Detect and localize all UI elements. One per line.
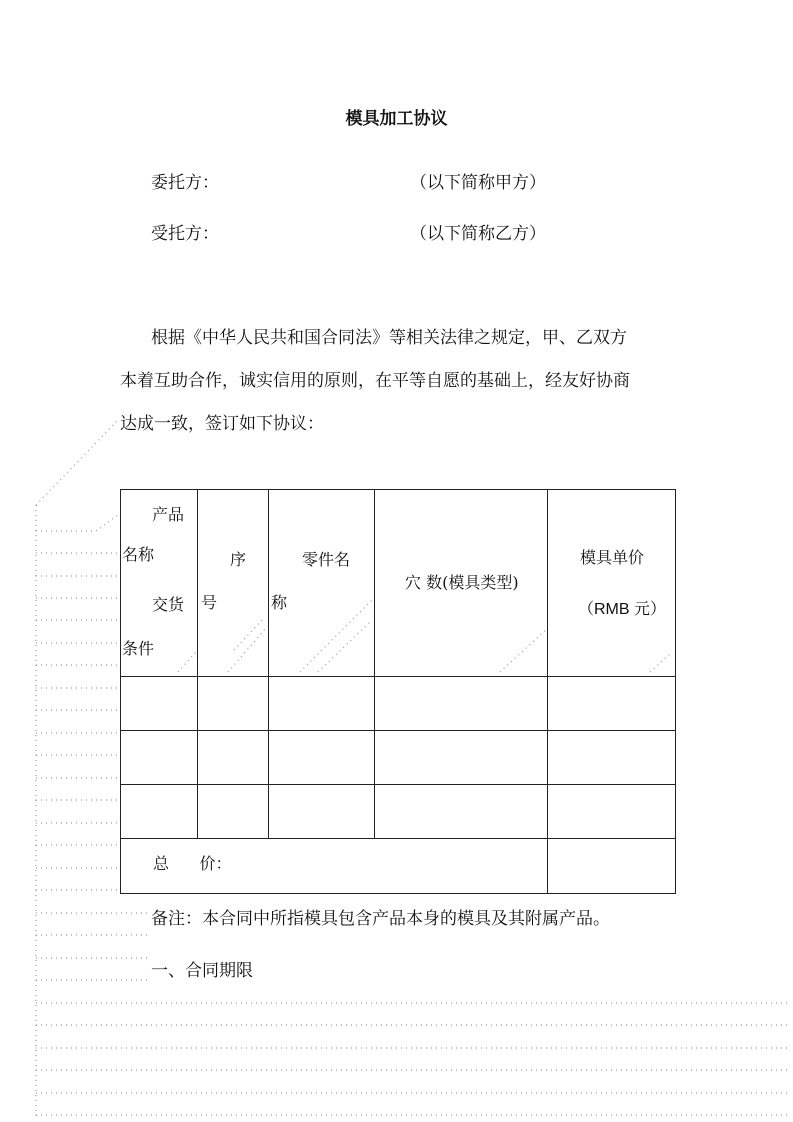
header-product [121, 490, 198, 677]
table-cell[interactable] [198, 731, 269, 785]
client-label: 委托方： [151, 173, 219, 193]
total-row [121, 839, 676, 894]
table-cell[interactable] [375, 731, 548, 785]
table-cell[interactable] [548, 731, 676, 785]
header-product-line4: 条件 [122, 639, 155, 658]
mold-spec-table [120, 489, 676, 894]
contractor-note: （以下简称乙方） [410, 224, 546, 244]
client-note: （以下简称甲方） [410, 173, 546, 193]
header-seq-line2: 号 [201, 593, 218, 612]
header-seq-line1: 序 [230, 550, 247, 569]
table-cell[interactable] [269, 785, 375, 839]
table-cell[interactable] [548, 677, 676, 731]
intro-line-1: 根据《中华人民共和国合同法》等相关法律之规定，甲、乙双方 [151, 328, 627, 348]
header-product-line2: 名称 [122, 545, 155, 564]
table-row [121, 677, 676, 731]
header-product-line1: 产品 [152, 505, 185, 524]
table-header-row [121, 490, 676, 677]
table-cell[interactable] [269, 731, 375, 785]
table-cell[interactable] [121, 731, 198, 785]
table-cell[interactable] [375, 785, 548, 839]
header-seq [198, 490, 269, 677]
header-product-line3: 交货 [152, 595, 185, 614]
table-cell[interactable] [269, 677, 375, 731]
total-value-cell[interactable] [548, 839, 676, 894]
intro-line-2: 本着互助合作，诚实信用的原则，在平等自愿的基础上，经友好协商 [120, 371, 630, 391]
contractor-label: 受托方： [151, 224, 219, 244]
table-cell[interactable] [198, 677, 269, 731]
header-part-line2: 称 [271, 593, 288, 612]
table-row [121, 731, 676, 785]
total-label: 总 价： [153, 854, 232, 873]
header-price-line1: 模具单价 [580, 548, 645, 567]
table-cell[interactable] [548, 785, 676, 839]
table-cell[interactable] [198, 785, 269, 839]
table-cell[interactable] [375, 677, 548, 731]
header-cavity [375, 490, 548, 677]
document-title: 模具加工协议 [345, 109, 448, 129]
section-contract-term: 一、合同期限 [151, 961, 253, 981]
header-part [269, 490, 375, 677]
header-price-line2: （RMB 元） [578, 601, 667, 618]
header-part-line1: 零件名 [302, 550, 351, 569]
header-price [548, 490, 676, 677]
header-cavity-text: 穴 数(模具类型) [405, 573, 519, 592]
intro-line-3: 达成一致，签订如下协议： [120, 414, 324, 434]
remark-text: 备注：本合同中所指模具包含产品本身的模具及其附属产品。 [151, 909, 610, 929]
table-cell[interactable] [121, 785, 198, 839]
table-cell[interactable] [121, 677, 198, 731]
total-label-cell [121, 839, 548, 894]
table-row [121, 785, 676, 839]
